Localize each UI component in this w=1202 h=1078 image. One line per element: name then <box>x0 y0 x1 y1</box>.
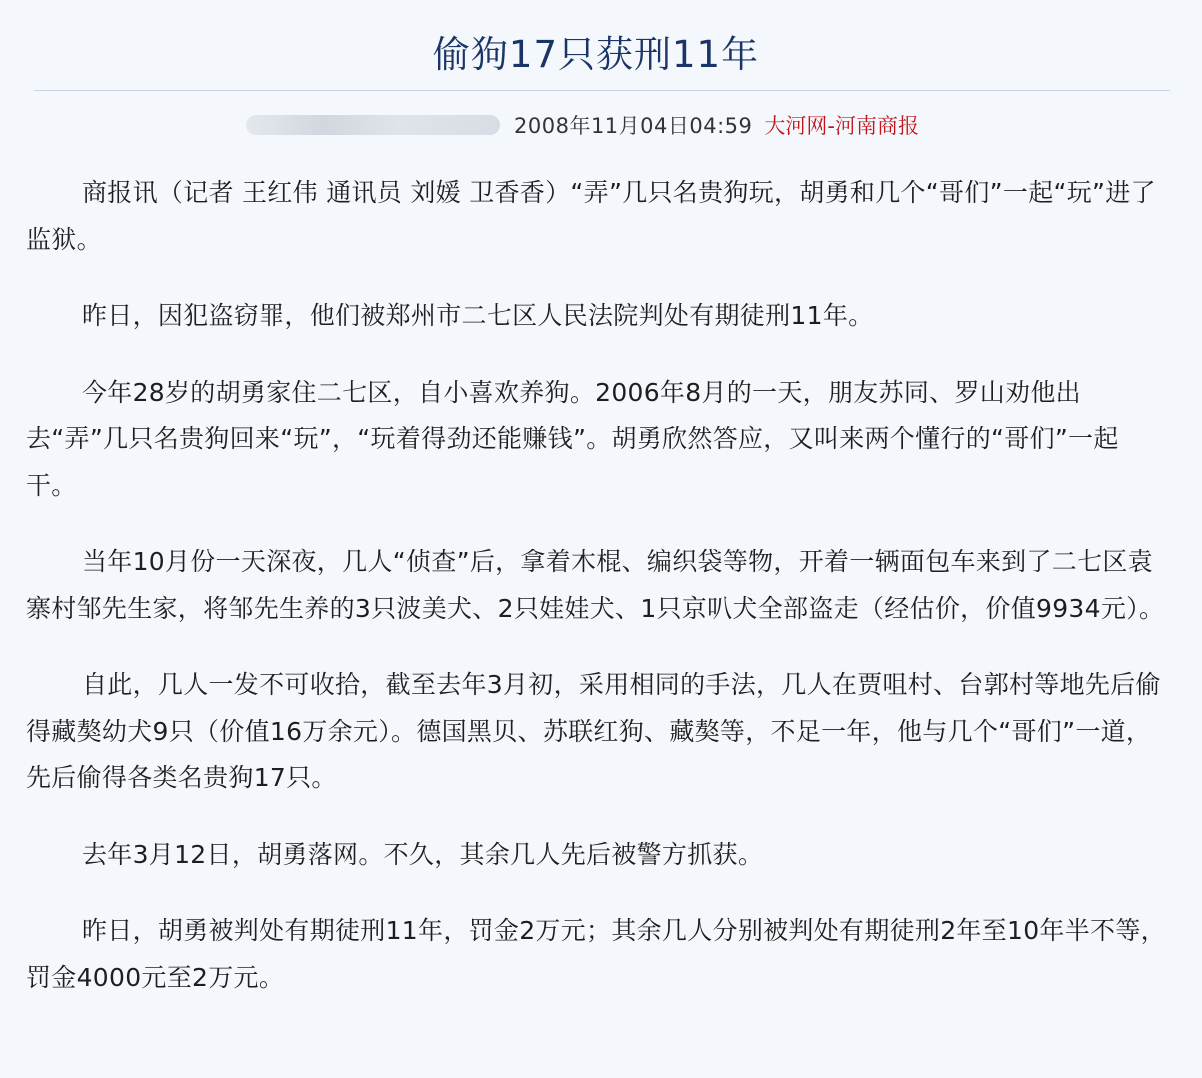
paragraph: 去年3月12日，胡勇落网。不久，其余几人先后被警方抓获。 <box>82 839 764 869</box>
paragraph: 昨日，因犯盗窃罪，他们被郑州市二七区人民法院判处有期徒刑11年。 <box>82 301 874 330</box>
paragraph: 自此，几人一发不可收拾，截至去年3月初，采用相同的手法，几人在贾咀村、台郭村等地先后偷得藏獒幼犬9只（价值16万余元）。德国黑贝、苏联红狗、藏獒等，不足一年，他与几个“哥们”一道，先后偷得各类名贵狗17只。 <box>26 670 1161 792</box>
title-divider <box>34 90 1170 91</box>
blurred-author-redaction <box>246 115 500 135</box>
paragraph: 商报讯（记者 王红伟 通讯员 刘媛 卫香香）“弄”几只名贵狗玩，胡勇和几个“哥们”一起“玩”进了监狱。 <box>26 178 1156 254</box>
paragraph: 昨日，胡勇被判处有期徒刑11年，罚金2万元；其余几人分别被判处有期徒刑2年至10年半不等，罚金4000元至2万元。 <box>26 916 1166 992</box>
article-title: 偷狗17只获刑11年 <box>432 33 760 76</box>
article-body <box>26 170 1166 1031</box>
article-meta <box>246 108 919 142</box>
source-link[interactable]: 大河网-河南商报 <box>764 114 919 138</box>
paragraph: 当年10月份一天深夜，几人“侦查”后，拿着木棍、编织袋等物，开着一辆面包车来到了二七区袁寨村邹先生家，将邹先生养的3只波美犬、2只娃娃犬、1只京叭犬全部盗走（经估价，价值9934元）。 <box>26 547 1165 623</box>
publish-date: 2008年11月04日04:59 <box>514 114 753 138</box>
paragraph: 今年28岁的胡勇家住二七区，自小喜欢养狗。2006年8月的一天，朋友苏同、罗山劝他出去“弄”几只名贵狗回来“玩”，“玩着得劲还能赚钱”。胡勇欣然答应，又叫来两个懂行的“哥们”一起干。 <box>26 377 1119 500</box>
